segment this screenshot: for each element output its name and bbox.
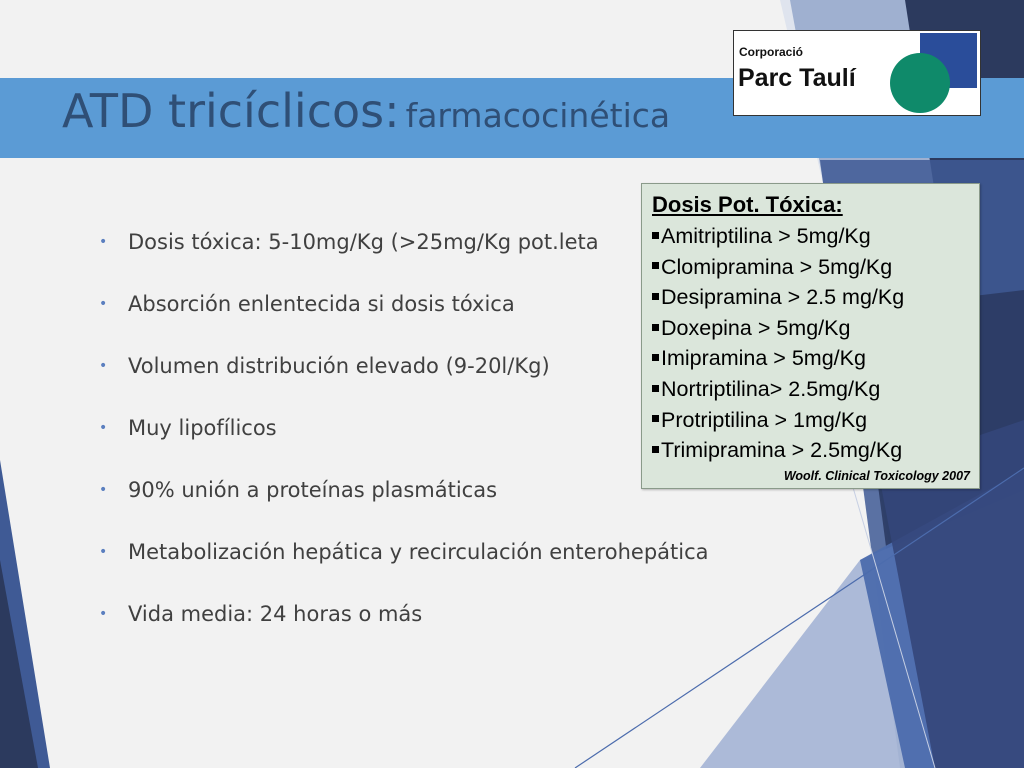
bullet-dot-icon: • bbox=[99, 296, 108, 312]
toxic-dose-text: Imipramina > 5mg/Kg bbox=[661, 346, 866, 371]
bullet-dot-icon: • bbox=[99, 358, 108, 374]
toxic-dose-item bbox=[652, 252, 904, 283]
bullet-text: Metabolización hepática y recirculación enterohepática bbox=[128, 540, 709, 564]
bullet-item bbox=[96, 226, 709, 288]
square-bullet-icon bbox=[652, 324, 659, 331]
toxic-dose-text: Protriptilina > 1mg/Kg bbox=[661, 407, 868, 432]
bullet-text: Dosis tóxica: 5-10mg/Kg (>25mg/Kg pot.leta bbox=[128, 230, 599, 254]
toxic-dose-text: Desipramina > 2.5 mg/Kg bbox=[661, 285, 905, 310]
title-main: ATD tricíclicos: bbox=[62, 84, 400, 138]
title-subtitle: farmacocinética bbox=[405, 96, 671, 135]
toxic-dose-item bbox=[652, 435, 904, 466]
bullet-item bbox=[96, 412, 709, 474]
square-bullet-icon bbox=[652, 354, 659, 361]
bullet-text: 90% unión a proteínas plasmáticas bbox=[128, 478, 498, 502]
bullet-text: Vida media: 24 horas o más bbox=[128, 602, 423, 626]
square-bullet-icon bbox=[652, 446, 659, 453]
toxic-dose-item bbox=[652, 374, 904, 405]
bullet-dot-icon: • bbox=[99, 234, 108, 250]
toxic-dose-text: Doxepina > 5mg/Kg bbox=[661, 315, 851, 340]
bullet-dot-icon: • bbox=[99, 606, 108, 622]
toxic-dose-text: Nortriptilina> 2.5mg/Kg bbox=[661, 376, 881, 401]
square-bullet-icon bbox=[652, 262, 659, 269]
bullet-item bbox=[96, 598, 709, 660]
toxic-dose-text: Clomipramina > 5mg/Kg bbox=[661, 254, 893, 279]
square-bullet-icon bbox=[652, 385, 659, 392]
logo-line-2: Parc Taulí bbox=[738, 64, 856, 92]
bullet-dot-icon: • bbox=[99, 482, 108, 498]
bullet-list bbox=[96, 226, 709, 660]
square-bullet-icon bbox=[652, 415, 659, 422]
toxic-dose-text: Amitriptilina > 5mg/Kg bbox=[661, 224, 871, 248]
logo-emblem bbox=[734, 31, 982, 117]
bullet-dot-icon: • bbox=[99, 420, 108, 436]
bullet-text: Absorción enlentecida si dosis tóxica bbox=[128, 292, 515, 316]
bullet-text: Muy lipofílicos bbox=[128, 416, 277, 440]
square-bullet-icon bbox=[652, 293, 659, 300]
toxic-dose-list bbox=[652, 221, 904, 466]
parc-tauli-logo bbox=[733, 30, 981, 116]
bullet-item bbox=[96, 350, 709, 412]
reference-citation: Woolf. Clinical Toxicology 2007 bbox=[783, 469, 970, 483]
toxic-dose-item bbox=[652, 282, 904, 313]
bullet-text: Volumen distribución elevado (9-20l/Kg) bbox=[128, 354, 550, 378]
bullet-dot-icon: • bbox=[99, 544, 108, 560]
toxic-dose-text: Trimipramina > 2.5mg/Kg bbox=[661, 438, 903, 463]
toxic-box-heading: Dosis Pot. Tóxica: bbox=[652, 192, 843, 217]
toxic-dose-box bbox=[641, 183, 980, 489]
bullet-item bbox=[96, 288, 709, 350]
toxic-dose-item bbox=[652, 313, 904, 344]
square-bullet-icon bbox=[652, 232, 659, 239]
toxic-dose-item bbox=[652, 405, 904, 436]
logo-line-1: Corporació bbox=[739, 45, 804, 59]
bullet-item bbox=[96, 474, 709, 536]
toxic-dose-item bbox=[652, 221, 904, 252]
slide-title bbox=[62, 84, 670, 138]
bullet-item bbox=[96, 536, 709, 598]
toxic-dose-item bbox=[652, 343, 904, 374]
